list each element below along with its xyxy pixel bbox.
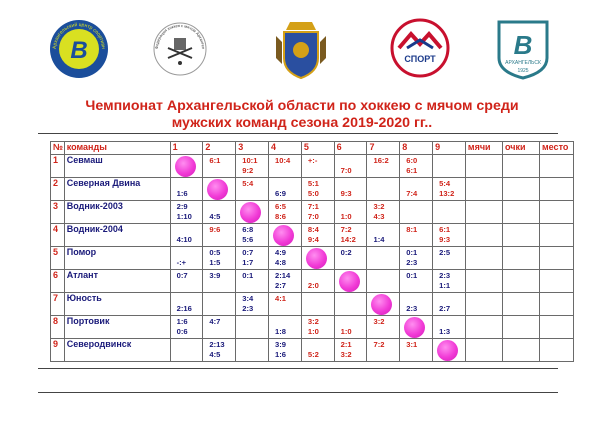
score-first-game: 7:1	[307, 202, 319, 211]
score-cell	[433, 178, 466, 201]
svg-text:Федерация хоккея с мячом Архан: Федерация хоккея с мячом Архангел	[153, 22, 207, 50]
goals-cell	[465, 270, 502, 293]
score-cell	[203, 339, 236, 362]
self-match-dot-icon	[437, 340, 458, 361]
score-first-game: 4:9	[275, 248, 287, 257]
score-cell	[400, 224, 433, 247]
score-cell	[433, 224, 466, 247]
score-cell	[367, 339, 400, 362]
place-cell	[540, 201, 574, 224]
score-cell	[236, 270, 269, 293]
svg-text:1925: 1925	[517, 68, 529, 74]
divider-bottom-2	[38, 392, 558, 393]
score-first-game: 3:2	[307, 317, 319, 326]
score-cell	[367, 270, 400, 293]
svg-text:АРХАНГЕЛЬСК: АРХАНГЕЛЬСК	[505, 60, 541, 66]
score-first-game: 2:14	[275, 271, 291, 280]
score-cell	[236, 224, 269, 247]
score-first-game: 3:9	[209, 271, 221, 280]
score-first-game: 0:5	[209, 248, 221, 257]
row-number: 4	[51, 224, 65, 247]
score-cell	[367, 224, 400, 247]
score-cell	[400, 178, 433, 201]
place-cell	[540, 247, 574, 270]
team-name: Северная Двина	[64, 178, 170, 201]
score-first-game: 10:1	[242, 156, 258, 165]
score-cell	[170, 270, 203, 293]
diagonal-marker-cell	[367, 293, 400, 316]
score-first-game: 2:9	[176, 202, 188, 211]
table-header-row	[51, 142, 574, 155]
score-second-game: 4:5	[209, 350, 221, 359]
score-cell	[334, 339, 367, 362]
score-cell	[367, 247, 400, 270]
score-cell	[203, 224, 236, 247]
self-match-dot-icon	[339, 271, 360, 292]
divider-top	[38, 133, 558, 134]
table-row	[51, 224, 574, 247]
row-number: 6	[51, 270, 65, 293]
score-cell	[301, 293, 334, 316]
score-second-game: 9:3	[439, 235, 451, 244]
score-second-game: 1:7	[242, 258, 254, 267]
score-second-game: 1:6	[176, 189, 188, 198]
score-cell	[203, 316, 236, 339]
arkhangelsk-club-logo	[493, 18, 553, 80]
score-first-game: 6:8	[242, 225, 254, 234]
score-cell	[236, 155, 269, 178]
score-cell	[367, 201, 400, 224]
score-first-game: 0:2	[340, 248, 352, 257]
divider-bottom-1	[38, 368, 558, 369]
points-cell	[502, 201, 539, 224]
score-cell	[170, 293, 203, 316]
score-second-game: 1:0	[340, 327, 352, 336]
score-cell	[334, 224, 367, 247]
coat-of-arms-logo	[272, 18, 330, 80]
self-match-dot-icon	[240, 202, 261, 223]
score-first-game: 6:1	[209, 156, 221, 165]
team-name: Атлант	[64, 270, 170, 293]
goals-cell	[465, 316, 502, 339]
score-cell	[236, 316, 269, 339]
score-cell	[433, 293, 466, 316]
place-cell	[540, 316, 574, 339]
score-cell	[170, 178, 203, 201]
score-cell	[400, 155, 433, 178]
table-row	[51, 247, 574, 270]
score-first-game: 5:1	[307, 179, 319, 188]
score-cell	[269, 201, 302, 224]
score-second-game: 2:3	[242, 304, 254, 313]
score-first-game: 7:2	[340, 225, 352, 234]
score-cell	[269, 178, 302, 201]
score-first-game: 3:9	[275, 340, 287, 349]
score-cell	[203, 201, 236, 224]
points-cell	[502, 247, 539, 270]
place-cell	[540, 155, 574, 178]
score-first-game: 4:7	[209, 317, 221, 326]
table-row	[51, 178, 574, 201]
table-row	[51, 316, 574, 339]
score-first-game: 0:1	[242, 271, 254, 280]
score-second-game: 6:9	[275, 189, 287, 198]
score-first-game: 4:1	[275, 294, 287, 303]
score-cell	[400, 247, 433, 270]
score-first-game: 9:6	[209, 225, 221, 234]
score-second-game: 9:2	[242, 166, 254, 175]
score-second-game: 2:3	[406, 304, 418, 313]
score-first-game: 3:2	[373, 317, 385, 326]
score-first-game: 0:7	[176, 271, 188, 280]
column-header: 4	[269, 142, 302, 155]
score-second-game: 3:2	[340, 350, 352, 359]
score-second-game: 5:0	[307, 189, 319, 198]
score-first-game: 5:4	[439, 179, 451, 188]
page-subtitle: мужских команд сезона 2019-2020 гг..	[171, 115, 433, 131]
score-first-game: 16:2	[373, 156, 389, 165]
place-cell	[540, 224, 574, 247]
team-name: Портовик	[64, 316, 170, 339]
self-match-dot-icon	[404, 317, 425, 338]
score-cell	[367, 316, 400, 339]
score-first-game: 3:1	[406, 340, 418, 349]
score-cell	[236, 247, 269, 270]
score-first-game: 2:3	[439, 271, 451, 280]
place-cell	[540, 293, 574, 316]
column-header: 6	[334, 142, 367, 155]
score-cell	[301, 201, 334, 224]
score-second-game: 1:0	[340, 212, 352, 221]
bandy-federation-logo	[152, 18, 208, 80]
score-cell	[433, 316, 466, 339]
score-first-game: 0:1	[406, 248, 418, 257]
score-second-game: 8:6	[275, 212, 287, 221]
score-second-game: 1:8	[275, 327, 287, 336]
goals-cell	[465, 247, 502, 270]
score-second-game: 7:0	[307, 212, 319, 221]
score-second-game: 1:10	[176, 212, 192, 221]
column-header: очки	[502, 142, 539, 155]
score-second-game: 5:6	[242, 235, 254, 244]
score-first-game: 2:5	[439, 248, 451, 257]
score-second-game: -:+	[176, 258, 187, 267]
score-second-game: 2:7	[275, 281, 287, 290]
column-header: 9	[433, 142, 466, 155]
diagonal-marker-cell	[203, 178, 236, 201]
self-match-dot-icon	[273, 225, 294, 246]
table-row	[51, 201, 574, 224]
row-number: 3	[51, 201, 65, 224]
score-second-game: 2:0	[307, 281, 319, 290]
row-number: 8	[51, 316, 65, 339]
diagonal-marker-cell	[236, 201, 269, 224]
score-second-game: 1:5	[209, 258, 221, 267]
score-second-game: 9:4	[307, 235, 319, 244]
column-header: 2	[203, 142, 236, 155]
column-header: команды	[64, 142, 170, 155]
standings-table	[50, 141, 574, 362]
score-first-game: +:-	[307, 156, 318, 165]
score-cell	[301, 339, 334, 362]
score-second-game: 2:3	[406, 258, 418, 267]
score-first-game: 6:1	[439, 225, 451, 234]
score-cell	[400, 293, 433, 316]
score-first-game: 6:5	[275, 202, 287, 211]
row-number: 7	[51, 293, 65, 316]
score-cell	[367, 178, 400, 201]
score-first-game: 2:13	[209, 340, 225, 349]
score-second-game: 0:6	[176, 327, 188, 336]
score-cell	[269, 270, 302, 293]
score-second-game: 13:2	[439, 189, 455, 198]
score-cell	[433, 155, 466, 178]
score-first-game: 1:6	[176, 317, 188, 326]
score-cell	[203, 155, 236, 178]
score-second-game: 4:8	[275, 258, 287, 267]
points-cell	[502, 339, 539, 362]
score-first-game: 5:4	[242, 179, 254, 188]
score-second-game: 1:1	[439, 281, 451, 290]
score-cell	[334, 293, 367, 316]
row-number: 5	[51, 247, 65, 270]
score-second-game: 4:10	[176, 235, 192, 244]
svg-text:Архангельский центр спортивной: Архангельский центр спортивн	[51, 21, 107, 50]
svg-text:B: B	[513, 30, 533, 60]
score-cell	[301, 270, 334, 293]
table-row	[51, 339, 574, 362]
score-cell	[269, 155, 302, 178]
self-match-dot-icon	[306, 248, 327, 269]
score-cell	[301, 224, 334, 247]
diagonal-marker-cell	[269, 224, 302, 247]
score-cell	[334, 247, 367, 270]
score-second-game: 9:3	[340, 189, 352, 198]
score-cell	[269, 339, 302, 362]
score-cell	[269, 293, 302, 316]
score-cell	[334, 316, 367, 339]
score-cell	[433, 201, 466, 224]
row-number: 1	[51, 155, 65, 178]
diagonal-marker-cell	[170, 155, 203, 178]
score-second-game: 1:0	[307, 327, 319, 336]
score-second-game: 7:4	[406, 189, 418, 198]
team-name: Северодвинск	[64, 339, 170, 362]
points-cell	[502, 155, 539, 178]
column-header: №	[51, 142, 65, 155]
score-first-game: 0:7	[242, 248, 254, 257]
score-cell	[400, 201, 433, 224]
points-cell	[502, 293, 539, 316]
team-name: Помор	[64, 247, 170, 270]
score-cell	[203, 247, 236, 270]
score-cell	[400, 339, 433, 362]
score-first-game: 8:4	[307, 225, 319, 234]
score-first-game: 3:2	[373, 202, 385, 211]
table-row	[51, 270, 574, 293]
diagonal-marker-cell	[301, 247, 334, 270]
team-name: Юность	[64, 293, 170, 316]
score-cell	[301, 155, 334, 178]
score-second-game: 1:6	[275, 350, 287, 359]
points-cell	[502, 224, 539, 247]
score-cell	[334, 201, 367, 224]
score-first-game: 10:4	[275, 156, 291, 165]
score-cell	[203, 270, 236, 293]
sport-logo	[385, 18, 455, 80]
score-second-game: 2:16	[176, 304, 192, 313]
score-first-game: 3:4	[242, 294, 254, 303]
team-name: Севмаш	[64, 155, 170, 178]
score-cell	[334, 155, 367, 178]
score-first-game: 7:2	[373, 340, 385, 349]
score-second-game: 4:5	[209, 212, 221, 221]
score-second-game: 2:7	[439, 304, 451, 313]
self-match-dot-icon	[371, 294, 392, 315]
diagonal-marker-cell	[400, 316, 433, 339]
place-cell	[540, 178, 574, 201]
score-cell	[301, 316, 334, 339]
score-second-game: 5:2	[307, 350, 319, 359]
column-header: 7	[367, 142, 400, 155]
score-cell	[170, 316, 203, 339]
column-header: 5	[301, 142, 334, 155]
points-cell	[502, 270, 539, 293]
score-cell	[367, 155, 400, 178]
points-cell	[502, 178, 539, 201]
score-cell	[334, 178, 367, 201]
goals-cell	[465, 178, 502, 201]
score-first-game: 0:1	[406, 271, 418, 280]
score-first-game: 8:1	[406, 225, 418, 234]
place-cell	[540, 339, 574, 362]
diagonal-marker-cell	[334, 270, 367, 293]
table-row	[51, 293, 574, 316]
score-cell	[301, 178, 334, 201]
table-row	[51, 155, 574, 178]
score-cell	[400, 270, 433, 293]
row-number: 9	[51, 339, 65, 362]
goals-cell	[465, 293, 502, 316]
place-cell	[540, 270, 574, 293]
score-cell	[236, 178, 269, 201]
vodnik-center-logo	[48, 18, 110, 80]
score-first-game: 2:1	[340, 340, 352, 349]
score-cell	[433, 247, 466, 270]
points-cell	[502, 316, 539, 339]
score-second-game: 1:4	[373, 235, 385, 244]
diagonal-marker-cell	[433, 339, 466, 362]
self-match-dot-icon	[175, 156, 196, 177]
score-second-game: 14:2	[340, 235, 356, 244]
column-header: 1	[170, 142, 203, 155]
score-cell	[236, 293, 269, 316]
score-first-game: 6:0	[406, 156, 418, 165]
goals-cell	[465, 201, 502, 224]
goals-cell	[465, 155, 502, 178]
column-header: 3	[236, 142, 269, 155]
team-name: Водник-2003	[64, 201, 170, 224]
column-header: место	[540, 142, 574, 155]
svg-text:СПОРТ: СПОРТ	[404, 54, 436, 64]
score-cell	[269, 316, 302, 339]
score-cell	[170, 339, 203, 362]
score-cell	[170, 201, 203, 224]
page-title: Чемпионат Архангельской области по хоккею с мячом среди	[85, 98, 519, 114]
row-number: 2	[51, 178, 65, 201]
score-second-game: 1:3	[439, 327, 451, 336]
score-cell	[236, 339, 269, 362]
self-match-dot-icon	[207, 179, 228, 200]
column-header: 8	[400, 142, 433, 155]
score-second-game: 7:0	[340, 166, 352, 175]
svg-text:B: B	[70, 37, 88, 64]
score-cell	[170, 224, 203, 247]
score-cell	[203, 293, 236, 316]
score-cell	[433, 270, 466, 293]
goals-cell	[465, 339, 502, 362]
score-second-game: 4:3	[373, 212, 385, 221]
score-second-game: 6:1	[406, 166, 418, 175]
team-name: Водник-2004	[64, 224, 170, 247]
column-header: мячи	[465, 142, 502, 155]
score-cell	[269, 247, 302, 270]
goals-cell	[465, 224, 502, 247]
score-cell	[170, 247, 203, 270]
